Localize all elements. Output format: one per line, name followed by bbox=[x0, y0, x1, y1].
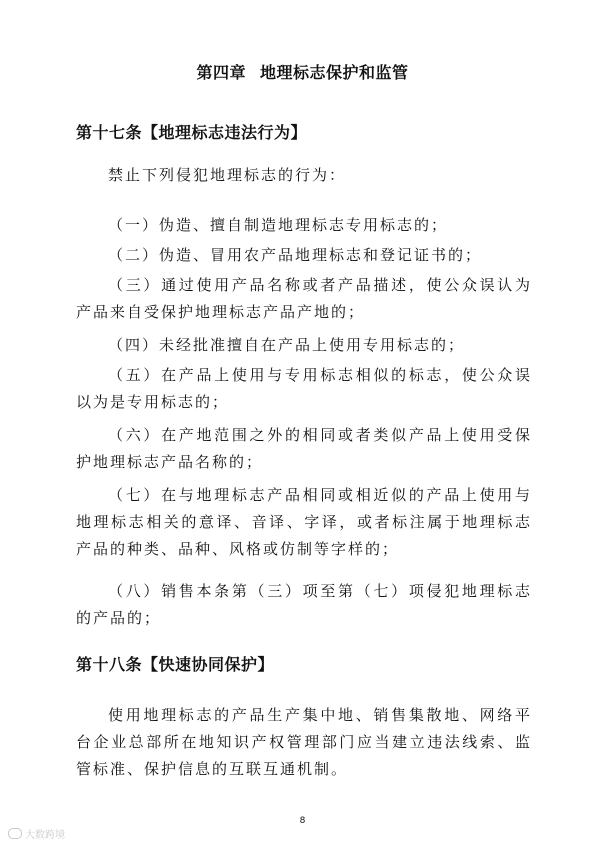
chapter-title bbox=[0, 60, 605, 83]
article-17-item-6: （六）在产地范围之外的相同或者类似产品上使用受保护地理标志产品名称的； bbox=[76, 426, 532, 471]
chapter-name: 地理标志保护和监管 bbox=[260, 63, 409, 82]
watermark-text: 大数跨境 bbox=[25, 830, 65, 841]
article-17-item-5: （五）在产品上使用与专用标志相似的标志，使公众误以为是专用标志的； bbox=[76, 366, 532, 411]
article-18-heading: 第十八条【快速协同保护】 bbox=[76, 655, 275, 674]
article-17-item-8: （八）销售本条第（三）项至第（七）项侵犯地理标志的产品的； bbox=[76, 582, 532, 627]
article-17-item-2: （二）伪造、冒用农产品地理标志和登记证书的； bbox=[108, 246, 483, 264]
watermark-logo-icon bbox=[8, 828, 22, 839]
article-17-item-1: （一）伪造、擅自制造地理标志专用标志的； bbox=[108, 216, 449, 234]
article-17-item-7: （七）在与地理标志产品相同或相近似的产品上使用与地理标志相关的意译、音译、字译，或者标注属于地理标志产品的种类、品种、风格或仿制等字样的； bbox=[76, 486, 532, 558]
article-18-body: 使用地理标志的产品生产集中地、销售集散地、网络平台企业总部所在地知识产权管理部门应当建立违法线索、监管标准、保护信息的互联互通机制。 bbox=[76, 706, 532, 778]
chapter-number: 第四章 bbox=[196, 63, 246, 82]
watermark bbox=[8, 826, 65, 841]
article-17-item-3: （三）通过使用产品名称或者产品描述，使公众误认为产品来自受保护地理标志产品产地的； bbox=[76, 276, 532, 321]
page-number: 8 bbox=[299, 816, 306, 826]
article-17-item-4: （四）未经批准擅自在产品上使用专用标志的； bbox=[108, 336, 466, 354]
article-17-intro: 禁止下列侵犯地理标志的行为： bbox=[108, 166, 347, 184]
article-17-heading: 第十七条【地理标志违法行为】 bbox=[76, 123, 308, 142]
